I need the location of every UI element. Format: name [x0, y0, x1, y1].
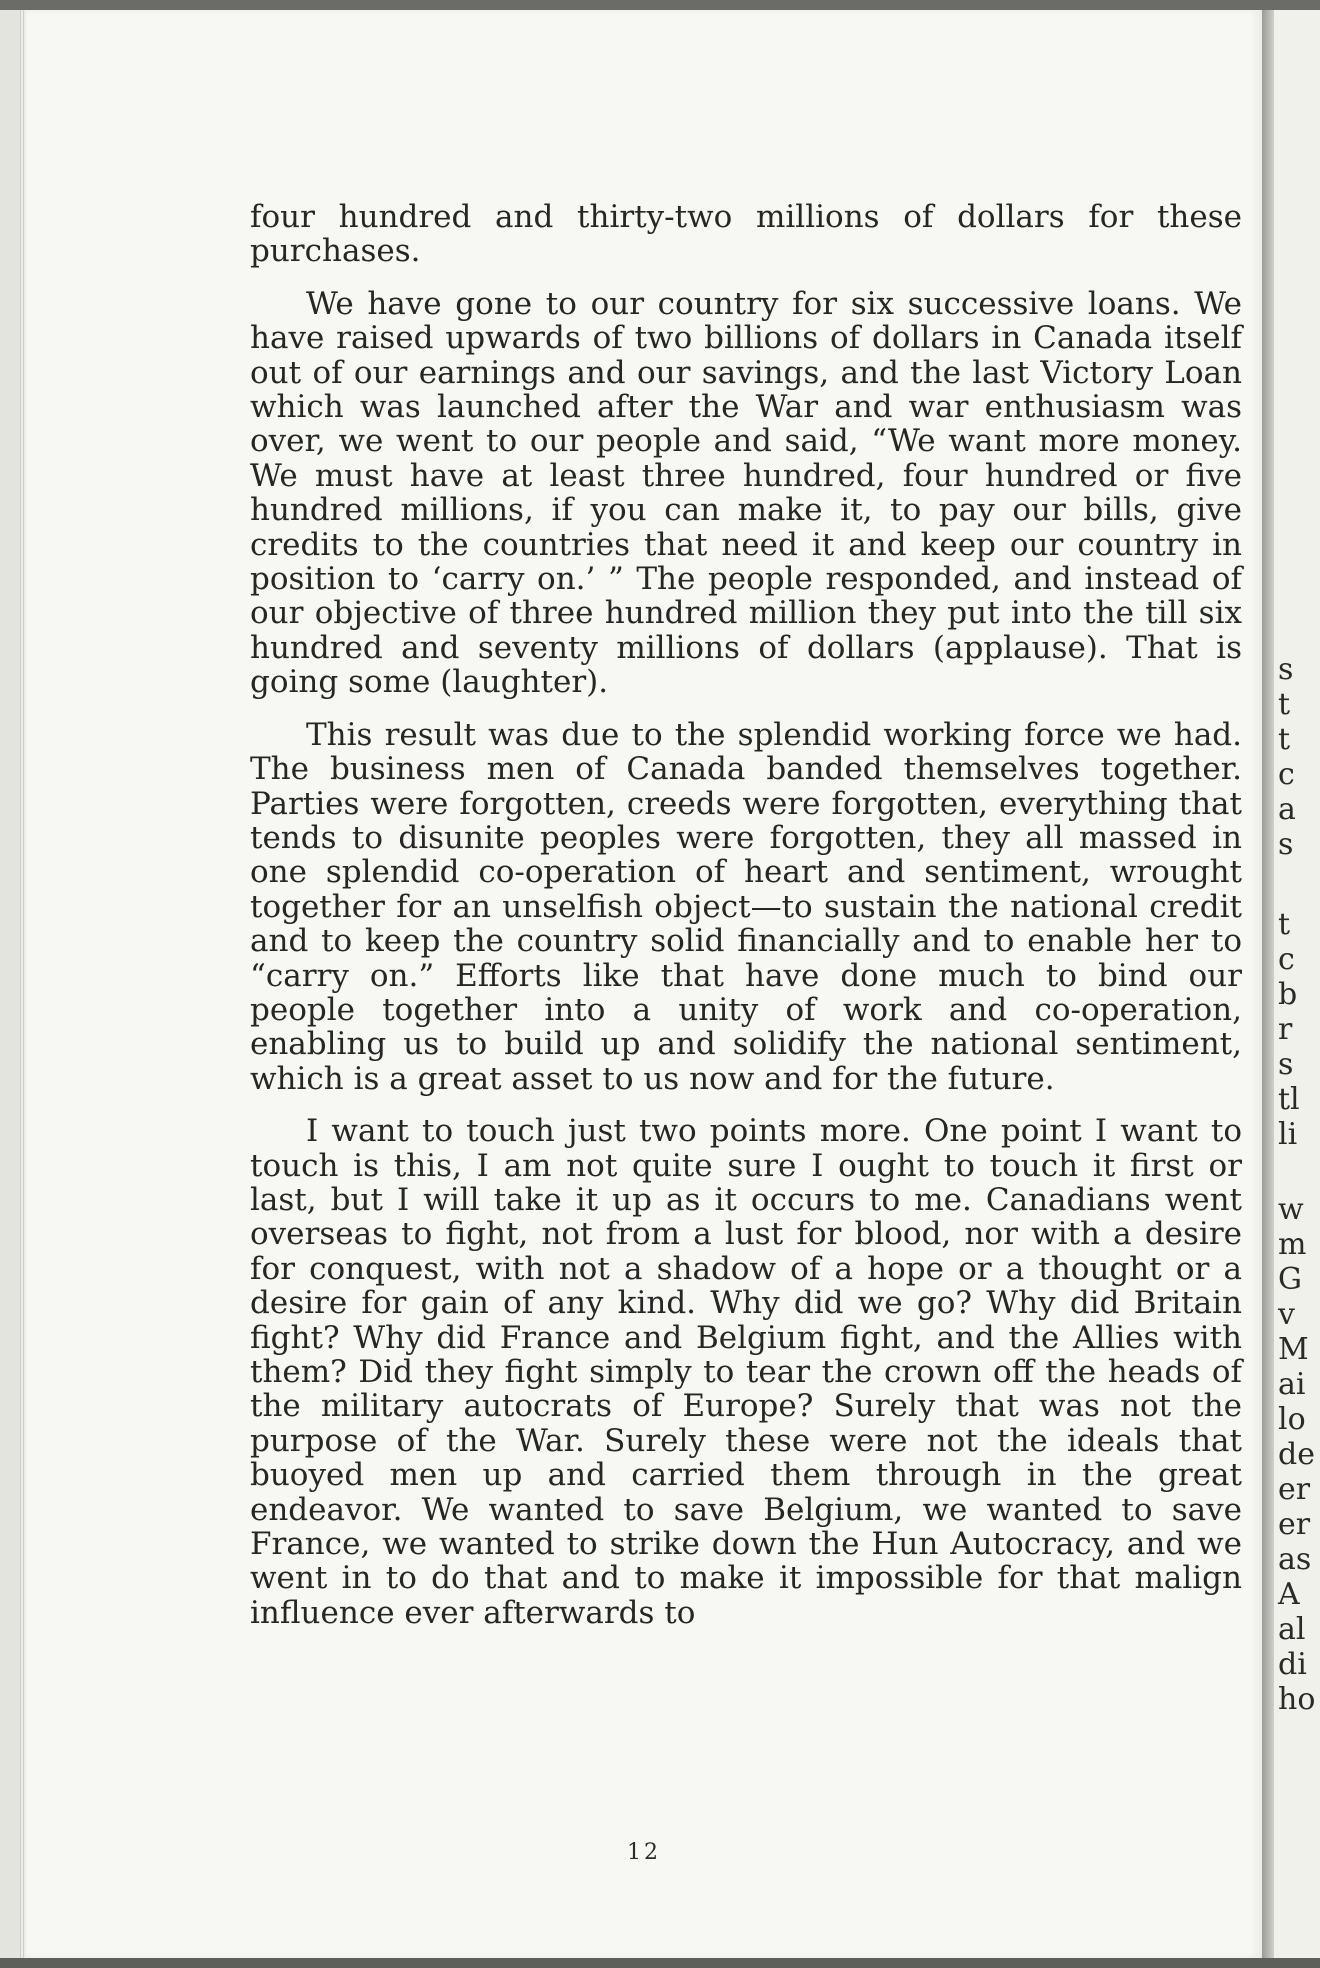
- facing-page-fragment: t: [1278, 687, 1291, 722]
- facing-page-fragment: de: [1278, 1437, 1315, 1472]
- facing-page-fragment: ho: [1278, 1682, 1316, 1717]
- facing-page-fragment: s: [1278, 652, 1294, 687]
- facing-page-fragment: t: [1278, 907, 1291, 942]
- facing-page-fragment: b: [1278, 977, 1298, 1012]
- facing-page-fragment: a: [1278, 792, 1296, 827]
- facing-page-fragment: c: [1278, 942, 1295, 977]
- facing-page-fragment: M: [1278, 1332, 1309, 1367]
- paragraph-1: four hundred and thirty-two millions of dollars for these purchases.: [250, 199, 1242, 270]
- scan-top-border: [0, 0, 1320, 10]
- body-text: [250, 200, 1242, 1648]
- facing-page-fragment: m: [1278, 1227, 1307, 1262]
- facing-page-fragment: ai: [1278, 1367, 1306, 1402]
- facing-page-fragment: t: [1278, 722, 1291, 757]
- facing-page-fragment: s: [1278, 827, 1294, 862]
- facing-page-fragment: tl: [1278, 1082, 1300, 1117]
- facing-page-fragment: er: [1278, 1507, 1311, 1542]
- facing-page-fragment: s: [1278, 1047, 1294, 1082]
- facing-page-fragment: v: [1278, 1297, 1295, 1332]
- facing-page-fragment: al: [1278, 1612, 1306, 1647]
- facing-page-fragment: er: [1278, 1472, 1311, 1507]
- facing-page-fragment: A: [1278, 1577, 1300, 1612]
- book-page: [26, 10, 1262, 1958]
- facing-page-fragment: c: [1278, 757, 1295, 792]
- facing-page-fragment: w: [1278, 1192, 1304, 1227]
- paragraph-4: I want to touch just two points more. One point I want to touch is this, I am not quite sure I ought to touch it first or last, but I will take it up as it occurs to me. Canadians went overseas to fight, not from a lust for blood, nor with a desire for conquest, with not a shadow of a hope or a thought or a desire for gain of any kind. Why did we go? Why did Britain fight? Why did France and Belgium fight, and the Allies with them? Did they fight simply to tear the crown off the heads of the military autocrats of Europe? Surely that was not the purpose of the War. Surely these were not the ideals that buoyed men up and carried them through in the great endeavor. We wanted to save Belgium, we wanted to save France, we wanted to strike down the Hun Autocracy, and we went in to do that and to make it impossible for that malign influence ever afterwards to: [250, 1113, 1242, 1631]
- paragraph-3: This result was due to the splendid working force we had. The business men of Canada banded themselves together. Parties were forgotten, creeds were forgotten, everything that tends to disunite peoples were forgotten, they all massed in one splendid co-operation of heart and sentiment, wrought together for an unselfish object—to sustain the national credit and to keep the country solid financially and to enable her to “carry on.” Efforts like that have done much to bind our people together into a unity of work and co-operation, enabling us to build up and solidify the national sentiment, which is a great asset to us now and for the future.: [250, 716, 1242, 1097]
- facing-page-fragment: li: [1278, 1117, 1298, 1152]
- facing-page-fragment: di: [1278, 1647, 1307, 1682]
- facing-page-fragment: as: [1278, 1542, 1312, 1577]
- facing-page-edge: [1274, 10, 1320, 1958]
- book-gutter: [1262, 10, 1274, 1958]
- scan-bottom-border: [0, 1958, 1320, 1968]
- facing-page-fragment: G: [1278, 1262, 1302, 1297]
- facing-page-fragment: lo: [1278, 1402, 1306, 1437]
- facing-page-fragment: r: [1278, 1012, 1293, 1047]
- page-number: 12: [627, 1840, 661, 1865]
- paragraph-2: We have gone to our country for six successive loans. We have raised upwards of two billions of dollars in Canada itself out of our earnings and our savings, and the last Victory Loan which was launched after the War and war enthusiasm was over, we went to our people and said, “We want more money. We must have at least three hundred, four hundred or five hundred millions, if you can make it, to pay our bills, give credits to the countries that need it and keep our country in position to ‘carry on.’ ” The people responded, and instead of our objective of three hundred million they put into the till six hundred and seventy millions of dollars (applause). That is going some (laughter).: [250, 285, 1242, 701]
